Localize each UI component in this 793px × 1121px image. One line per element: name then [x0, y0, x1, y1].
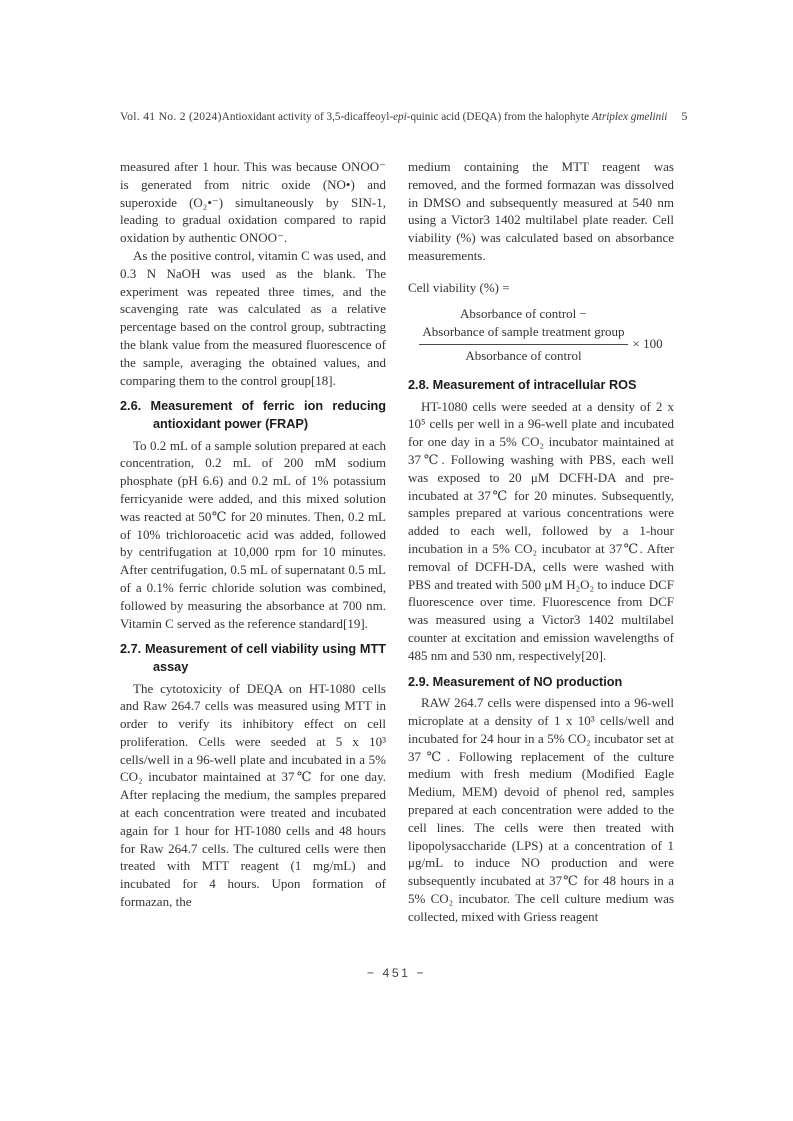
formula-fraction: [419, 305, 627, 366]
header-article-title: [222, 111, 668, 123]
paragraph-frap: To 0.2 mL of a sample solution prepared at each concentration, 0.2 mL of 200 mM sodium phosphate (pH 6.6) and 0.2 mL of 1% potassium ferricyanide were added, and this mixed solution was reacted at 50℃ for 20 minutes. Then, 0.2 mL of 10% trichloroacetic acid was added, followed by centrifugation at 10,000 rpm for 10 minutes. After centrifugation, 0.5 mL of supernatant 0.5 mL of a 0.1% ferric chloride solution was combined, followed by measuring the absorbance at 700 nm. Vitamin C served as the reference standard[19].: [120, 437, 386, 631]
header-title-italic2: Atriplex gmelinii: [591, 111, 668, 123]
header-volume-info: Vol. 41 No. 2 (2024): [120, 110, 222, 123]
section-heading-2-6: 2.6. Measurement of ferric ion reducing antioxidant power (FRAP): [120, 399, 386, 431]
right-column: [408, 158, 674, 926]
formula-numerator: [419, 305, 627, 345]
paragraph-intracellular-ros: HT-1080 cells were seeded at a density of 2 x 10⁵ cells per well in a 96-well plate and incubated for one day in a 5% CO₂ incubator maintained at 37℃. Following washing with PBS, each well was exposed to 20 μM DCFH-DA and pre-incubated at 37℃ for 20 minutes. Subsequently, samples prepared at various concentrations were added to each well, followed by a 1-hour incubation in a 5% CO₂ incubator at 37℃. After removal of DCFH-DA, cells were washed with PBS and treated with 500 μM H₂O₂ to induce DCF fluorescence over time. Fluorescence from DCF was measured using a Victor3 1402 multilabel counter at excitation and emission wavelengths of 485 nm and 530 nm, respectively[20].: [408, 398, 674, 663]
paragraph-mtt-continuation: medium containing the MTT reagent was removed, and the formed formazan was dissolved in DMSO and subsequently measured at 540 nm using a Victor3 1402 multilabel plate reader. Cell viability (%) was calculated based on absorbance measurements.: [408, 159, 674, 263]
page-header: [120, 109, 688, 124]
footer-page-number: − 451 −: [366, 966, 427, 980]
header-page-number: 5: [681, 109, 688, 123]
paragraph-onoo-continuation: measured after 1 hour. This was because ONOO⁻ is generated from nitric oxide (NO•) and superoxide (O₂•⁻) simultaneously by SIN-1, leading to gradual oxidation compared to rapid oxidation by authentic ONOO⁻.: [120, 159, 386, 246]
paragraph-no-production: RAW 264.7 cells were dispensed into a 96-well microplate at a density of 1 x 10³ cells/well and incubated for 24 hour in a 5% CO₂ incubator set at 37℃. Following replacement of the culture medium with fresh medium (Modified Eagle Medium, MEM) devoid of phenol red, samples prepared at each concentration were added to the cell lines. The cells were then treated with lipopolysaccharide (LPS) at a concentration of 1 μg/mL to induce NO production and were subsequently incubated at 37℃ for 48 hours in a 5% CO₂ incubator. The cell culture medium was collected, mixed with Griess reagent: [408, 695, 674, 924]
header-title-part2: -quinic acid (DEQA) from the halophyte: [406, 111, 592, 123]
formula-multiplier: × 100: [632, 335, 663, 351]
header-title-italic1: epi: [393, 111, 407, 123]
paragraph-mtt-assay: The cytotoxicity of DEQA on HT-1080 cells and Raw 264.7 cells was measured using MTT in order to verify its inhibitory effect on cell proliferation. Cells were seeded at 5 x 10³ cells/well in a 96-well plate and incubated in a 5% CO₂ incubator maintained at 37℃ for one day. After replacing the medium, the samples prepared at each concentration were treated and incubated again for 1 hour for HT-1080 cells and 48 hours for Raw 264.7 cells. The cultured cells were then treated with MTT reagent (1 mg/mL) and incubated for 4 hours. Upon formation of formazan, the: [120, 680, 386, 910]
formula-numerator-line2: Absorbance of sample treatment group: [422, 324, 625, 340]
cell-viability-formula: [408, 305, 674, 366]
article-body: [120, 158, 674, 926]
left-column: [120, 158, 386, 926]
header-running-title: [222, 109, 688, 124]
paragraph-positive-control: As the positive control, vitamin C was used, and 0.3 N NaOH was used as the blank. The experiment was repeated three times, and the scavenging rate was calculated as a relative percentage based on the control group, subtracting the blank value from the measured fluorescence of the sample, averaging the obtained values, and comparing them to the control group[18].: [120, 247, 386, 388]
section-heading-2-8: 2.8. Measurement of intracellular ROS: [408, 378, 637, 393]
formula-numerator-line1: Absorbance of control −: [460, 305, 587, 321]
section-heading-2-7: 2.7. Measurement of cell viability using MTT assay: [120, 642, 386, 674]
formula-denominator: Absorbance of control: [465, 347, 582, 363]
header-title-part1: Antioxidant activity of 3,5-dicaffeoyl-: [221, 111, 394, 123]
section-heading-2-9: 2.9. Measurement of NO production: [408, 674, 623, 689]
formula-label: Cell viability (%) =: [408, 279, 510, 295]
